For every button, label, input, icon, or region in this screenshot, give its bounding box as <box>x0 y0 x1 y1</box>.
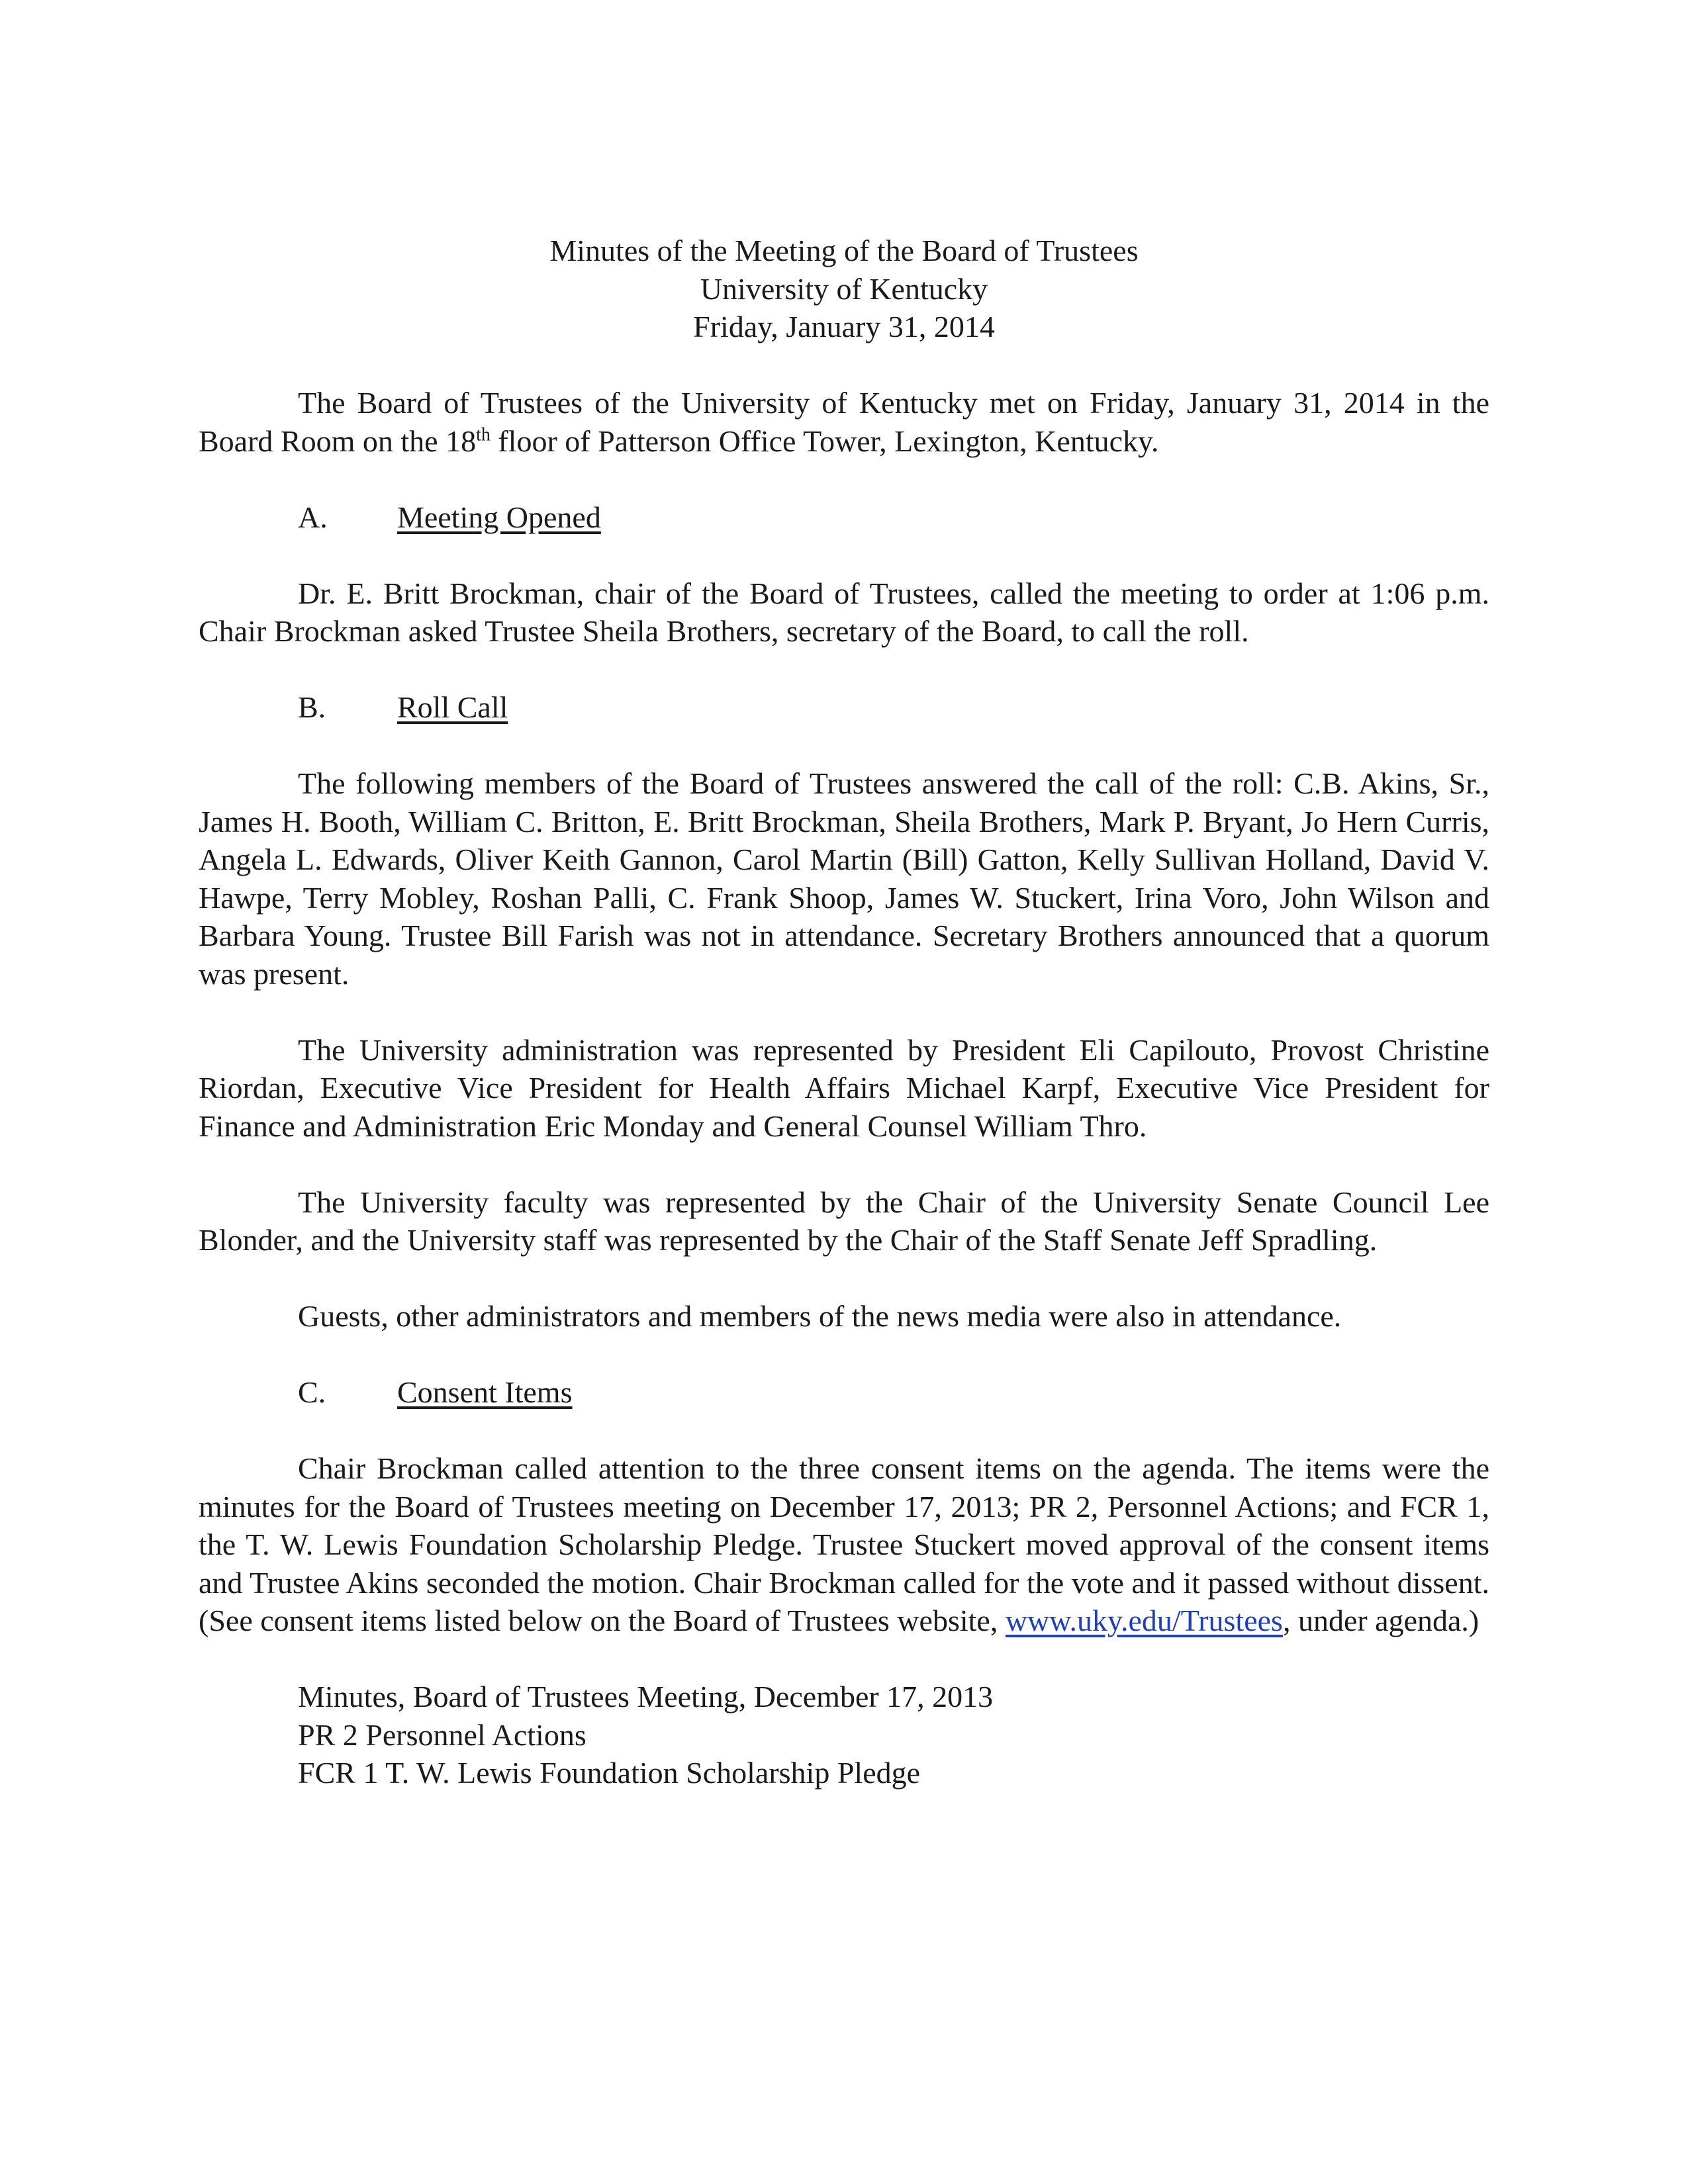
title-line-1: Minutes of the Meeting of the Board of Trustees <box>549 234 1139 267</box>
guests-paragraph: Guests, other administrators and members of the news media were also in attendance. <box>298 1299 1342 1333</box>
section-b-letter: B. <box>298 690 326 724</box>
title-line-2: University of Kentucky <box>700 271 988 306</box>
meeting-opened-paragraph: Dr. E. Britt Brockman, chair of the Board of Trustees, called the meeting to order at 1:06 p.m. Chair Brockman asked Trustee Sheila Brothers, secretary of the Board, to call the roll. <box>199 576 1489 648</box>
section-c-header <box>199 1373 1489 1412</box>
section-a-letter: A. <box>298 500 328 534</box>
trustees-website-link[interactable]: www.uky.edu/Trustees <box>1005 1604 1283 1637</box>
section-a-heading: Meeting Opened <box>397 500 601 534</box>
intro-text-end: floor of Patterson Office Tower, Lexington, Kentucky. <box>490 424 1159 458</box>
list-item: PR 2 Personnel Actions <box>298 1717 586 1752</box>
section-a-header <box>199 498 1489 537</box>
section-c-letter: C. <box>298 1375 326 1409</box>
section-c-heading: Consent Items <box>397 1375 573 1409</box>
consent-items-list <box>199 1678 1489 1792</box>
consent-items-paragraph <box>199 1449 1489 1640</box>
list-item: Minutes, Board of Trustees Meeting, December 17, 2013 <box>298 1680 994 1713</box>
title-line-3: Friday, January 31, 2014 <box>693 310 995 343</box>
document-page <box>199 232 1489 1792</box>
intro-text-start: The Board of Trustees of the University of Kentucky met on Friday, January 31, 2014 in the Board Room on the 18 <box>199 386 1489 458</box>
section-b-header <box>199 688 1489 727</box>
consent-text-end: , under agenda.) <box>1282 1604 1479 1637</box>
list-item: FCR 1 T. W. Lewis Foundation Scholarship Pledge <box>298 1756 921 1790</box>
intro-superscript: th <box>476 424 491 445</box>
consent-text-start: Chair Brockman called attention to the three consent items on the agenda. The items were the minutes for the Board of Trustees meeting on December 17, 2013; PR 2, Personnel Actions; and FCR 1, the T. W. Lewis Foundation Scholarship Pledge. Trustee Stuckert moved approval of the consent items and Trustee Akins seconded the motion. Chair Brockman called for the vote and it passed without dissent. (See consent items listed below on the Board of Trustees website, <box>199 1451 1489 1637</box>
administration-paragraph: The University administration was represented by President Eli Capilouto, Provost Christine Riordan, Executive Vice President for Health Affairs Michael Karpf, Executive Vice President for Finance and Administration Eric Monday and General Counsel William Thro. <box>199 1032 1489 1143</box>
document-title <box>199 232 1489 346</box>
roll-call-paragraph: The following members of the Board of Trustees answered the call of the roll: C.B. Akins, Sr., James H. Booth, William C. Britton, E. Britt Brockman, Sheila Brothers, Mark P. Bryant, Jo Hern Curris, Angela L. Edwards, Oliver Keith Gannon, Carol Martin (Bill) Gatton, Kelly Sullivan Holland, David V. Hawpe, Terry Mobley, Roshan Palli, C. Frank Shoop, James W. Stuckert, Irina Voro, John Wilson and Barbara Young. Trustee Bill Farish was not in attendance. Secretary Brothers announced that a quorum was present. <box>199 766 1489 991</box>
section-b-heading: Roll Call <box>397 690 508 724</box>
faculty-staff-paragraph: The University faculty was represented by the Chair of the University Senate Council Lee Blonder, and the University staff was represented by the Chair of the Staff Senate Jeff Spradling. <box>199 1185 1489 1257</box>
intro-paragraph <box>199 384 1489 460</box>
